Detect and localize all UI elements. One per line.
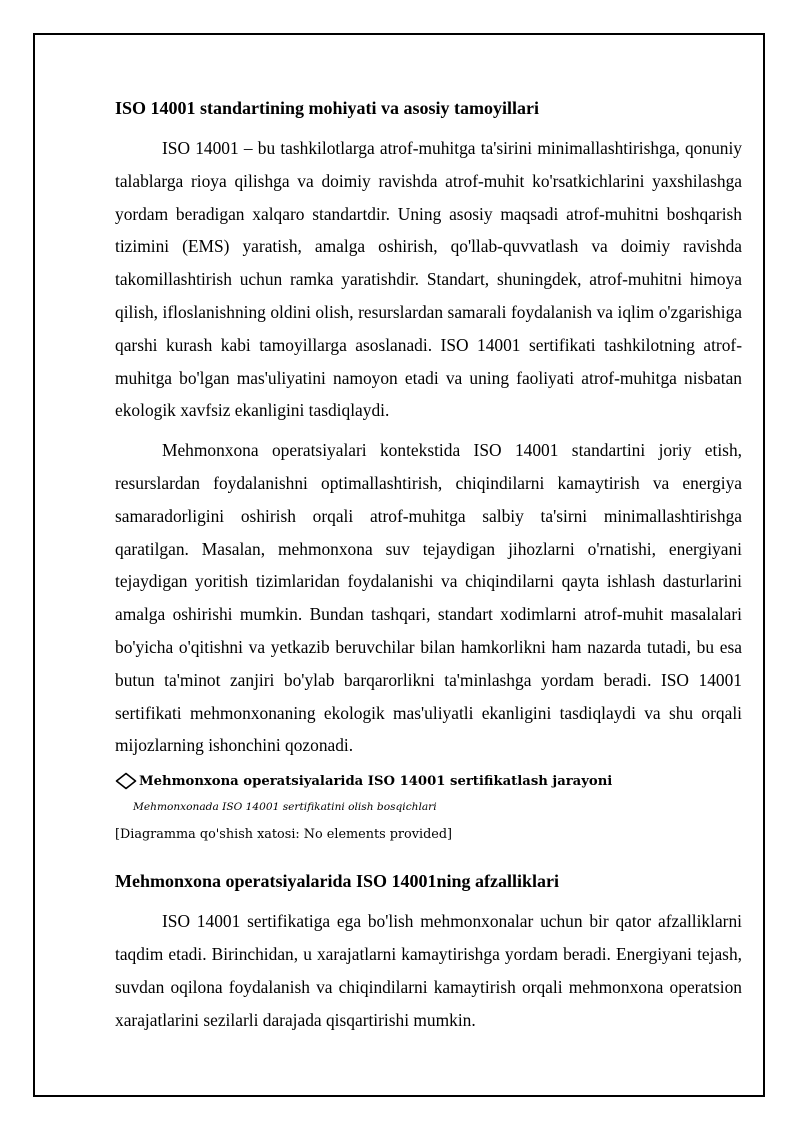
paragraph-iso-definition: ISO 14001 – bu tashkilotlarga atrof-muhitga ta'sirini minimallashtirishga, qonuniy talablarga rioya qilishga va doimiy ravishda atrof-muhit ko'rsatkichlarini yaxshilashga yordam beradigan xalqaro standartdir. Uning asosiy maqsadi atrof-muhitni boshqarish tizimini (EMS) yaratish, amalga oshirish, qo'llab-quvvatlash va doimiy ravishda takomillashtirish uchun ramka yaratishdir. Standart, shuningdek, atrof-muhitni himoya qilish, ifloslanishning oldini olish, resurslardan samarali foydalanish va iqlim o'zgarishiga qarshi kurash kabi tamoyillarga asoslanadi. ISO 14001 sertifikati tashkilotning atrof-muhitga bo'lgan mas'uliyatini namoyon etadi va uning faoliyati atrof-muhitga nisbatan ekologik xavfsiz ekanligini tasdiqlaydi. <box>115 138 742 421</box>
paragraph-benefits: ISO 14001 sertifikatiga ega bo'lish mehmonxonalar uchun bir qator afzalliklarni taqdim etadi. Birinchidan, u xarajatlarni kamaytirishga yordam beradi. Energiyani tejash, suvdan oqilona foydalanish va chiqindilarni kamaytirish orqali mehmonxona operatsion xarajatlarini sezilarli darajada qisqartirishi mumkin. <box>115 911 742 1030</box>
paragraph-hotel-context: Mehmonxona operatsiyalari kontekstida ISO 14001 standartini joriy etish, resurslardan foydalanishni optimallashtirish, chiqindilarni kamaytirish va energiya samaradorligini oshirish orqali atrof-muhitga salbiy ta'sirni minimallashtirishga qaratilgan. Masalan, mehmonxona suv tejaydigan jihozlarni o'rnatishi, energiyani tejaydigan yoritish tizimlaridan foydalanishi va chiqindilarni qayta ishlash dasturlarini amalga oshirishi mumkin. Bundan tashqari, standart xodimlarni atrof-muhit masalalari bo'yicha o'qitishni va yetkazib beruvchilar bilan hamkorlikni ham nazarda tutadi, bu esa butun ta'minot zanjiri bo'ylab barqarorlikni ta'minlashga yordam beradi. ISO 14001 sertifikati mehmonxonaning ekologik mas'uliyatli ekanligini tasdiqlaydi va shu orqali mijozlarning ishonchini qozonadi. <box>115 440 742 756</box>
diagram-title: Mehmonxona operatsiyalarida ISO 14001 sertifikatlash jarayoni <box>139 773 613 789</box>
diamond-icon <box>115 772 137 790</box>
section-heading-principles: ISO 14001 standartining mohiyati va asosiy tamoyillari <box>115 98 540 118</box>
section-heading-benefits: Mehmonxona operatsiyalarida ISO 14001ning afzalliklari <box>115 871 560 892</box>
document-body <box>115 96 742 1043</box>
diagram-error-message: [Diagramma qo'shish xatosi: No elements provided] <box>115 827 453 843</box>
diagram-block <box>115 769 742 847</box>
diagram-subtitle: Mehmonxonada ISO 14001 sertifikatini olish bosqichlari <box>133 801 437 814</box>
diagram-title-row <box>115 769 742 793</box>
